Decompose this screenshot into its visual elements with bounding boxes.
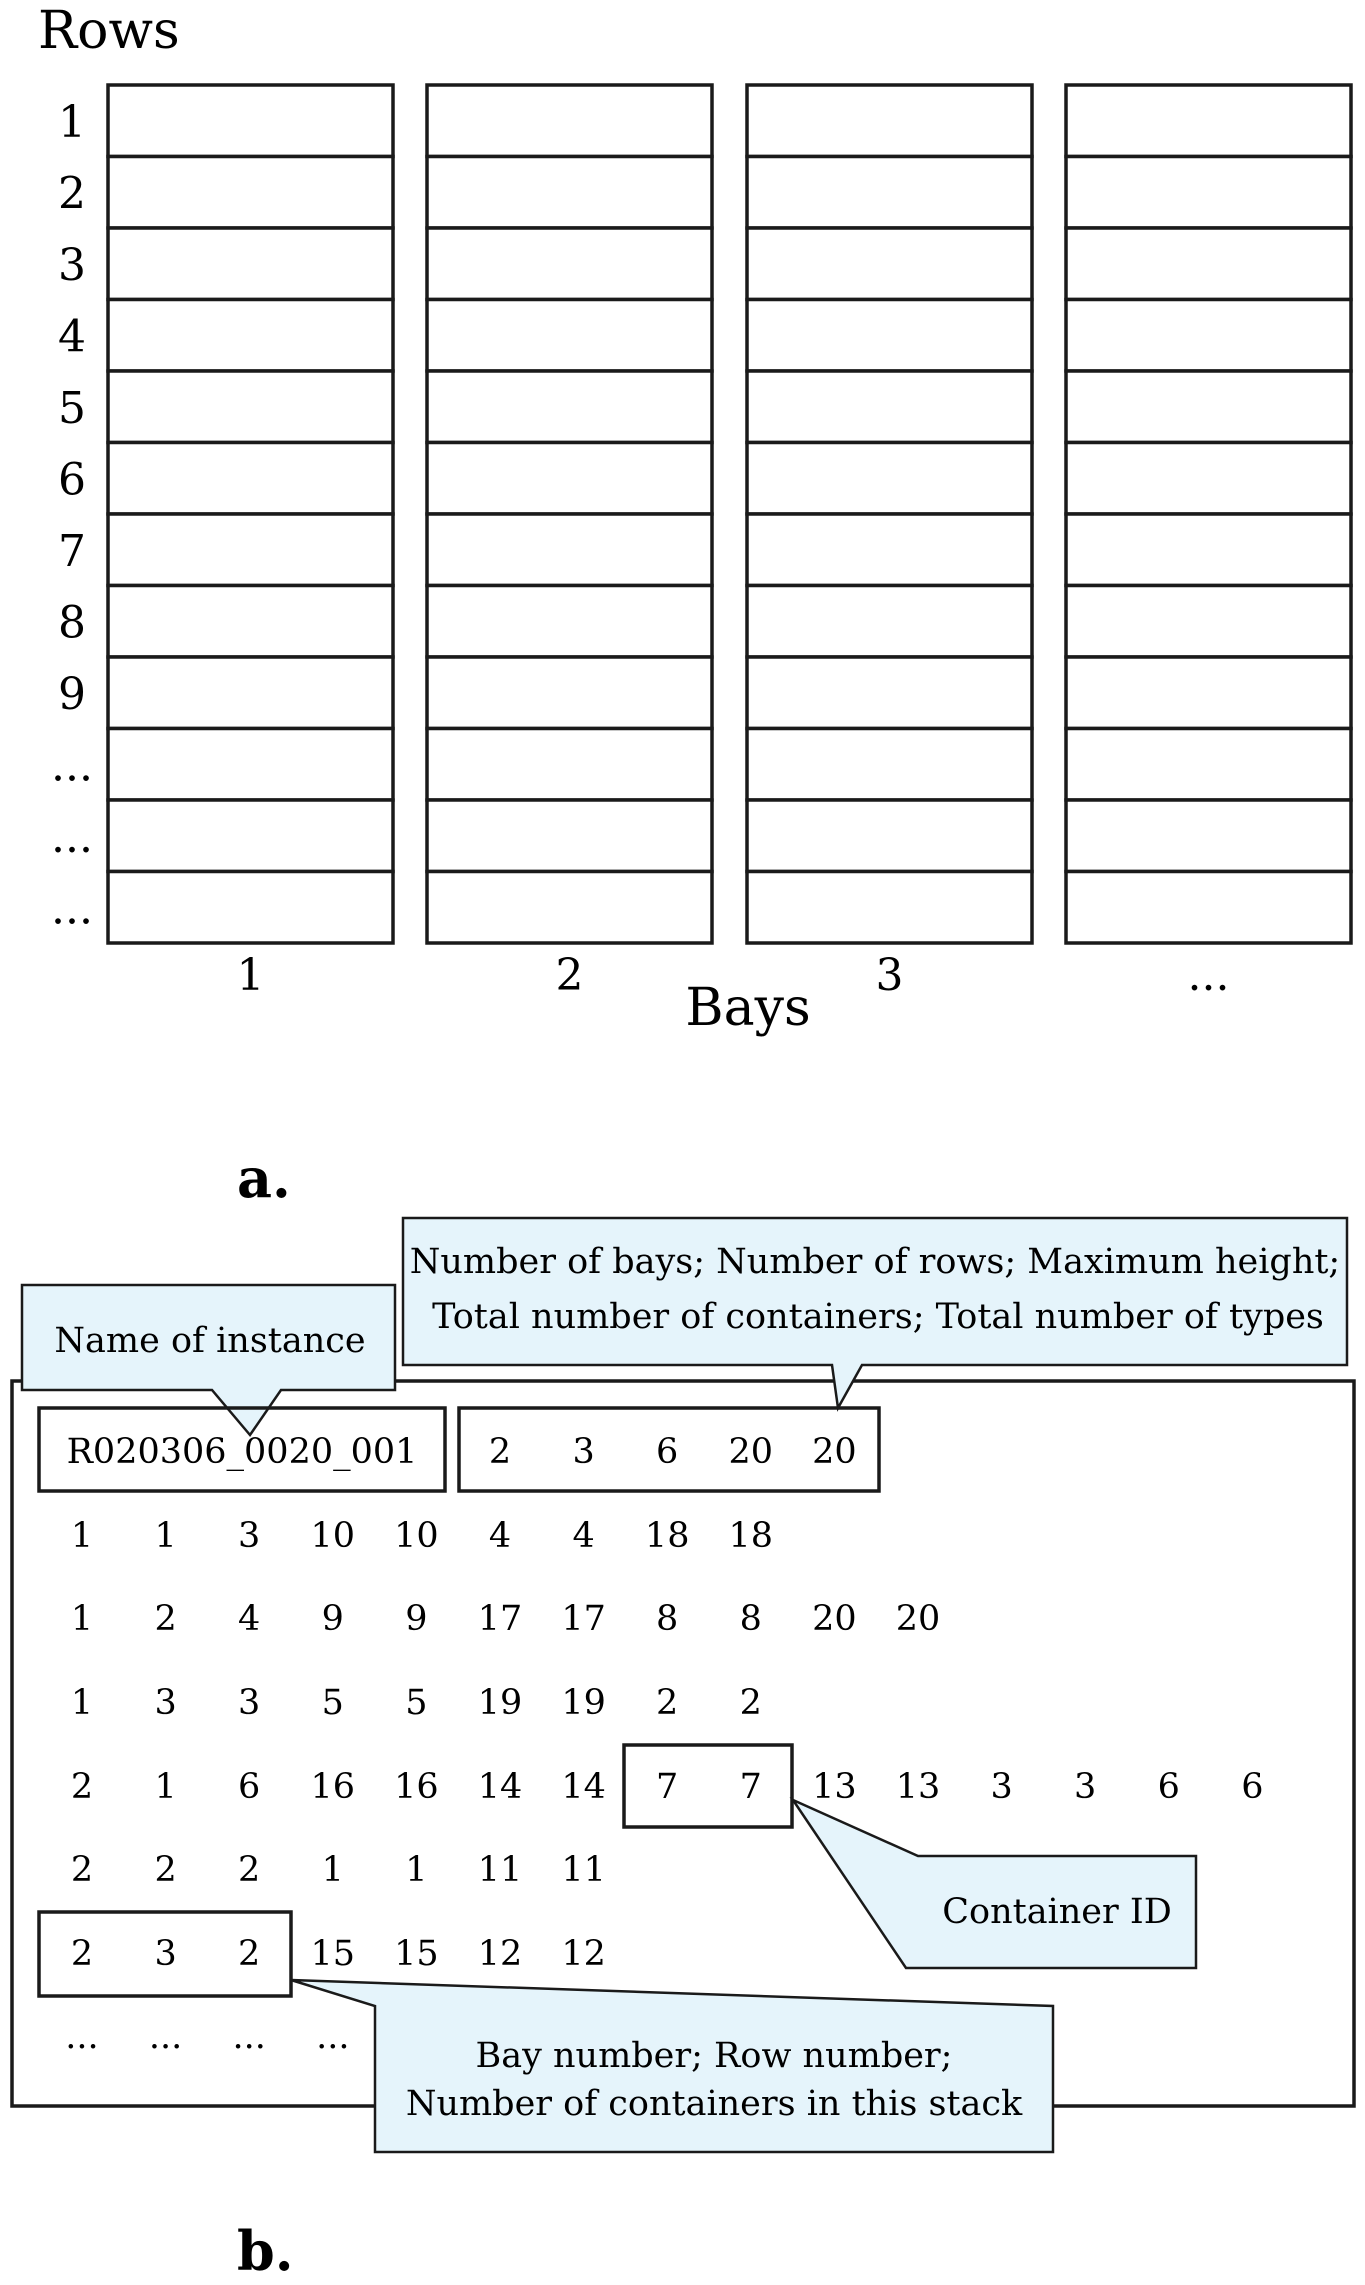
row-cell	[1066, 300, 1351, 372]
data-value: 18	[644, 1516, 690, 1556]
row-cell	[108, 300, 393, 372]
data-value: 15	[394, 1934, 439, 1974]
data-value: 4	[488, 1516, 512, 1556]
data-value: 3	[990, 1767, 1013, 1807]
data-value: ...	[148, 2017, 183, 2057]
data-value: 3	[1074, 1767, 1097, 1807]
data-value: 1	[70, 1683, 94, 1723]
rows-axis-title: Rows	[38, 1, 180, 61]
row-cell	[1066, 443, 1351, 515]
row-cell	[1066, 586, 1351, 658]
data-value: 2	[154, 1599, 177, 1639]
row-cell	[747, 514, 1032, 586]
row-cell	[108, 228, 393, 300]
data-value: 19	[561, 1683, 606, 1723]
data-value: 6	[1241, 1767, 1264, 1807]
row-cell	[747, 657, 1032, 729]
data-value: 14	[477, 1767, 523, 1807]
data-value: 13	[812, 1767, 857, 1807]
header-value: 2	[488, 1432, 512, 1472]
row-cell	[1066, 800, 1351, 872]
data-value: 2	[238, 1850, 261, 1890]
instance-name: R020306_0020_001	[66, 1432, 418, 1472]
container-id-callout	[793, 1800, 1196, 1968]
row-cell	[427, 85, 712, 157]
row-label: 9	[58, 668, 86, 720]
row-cell	[108, 514, 393, 586]
bay-grid	[108, 85, 1351, 943]
data-value: 2	[70, 1934, 94, 1974]
data-value: 17	[477, 1599, 523, 1639]
data-value: 3	[154, 1683, 177, 1723]
data-value: 12	[561, 1934, 606, 1974]
data-row	[65, 2017, 349, 2057]
row-labels	[51, 97, 93, 935]
row-cell	[747, 371, 1032, 443]
bay-label: 3	[875, 950, 904, 1001]
row-cell	[108, 657, 393, 729]
panel-a-label: a.	[237, 1146, 291, 1210]
data-value: 19	[477, 1683, 523, 1723]
row-cell	[108, 443, 393, 515]
data-value: 20	[895, 1599, 941, 1639]
data-value: 15	[310, 1934, 356, 1974]
data-value: 10	[394, 1516, 439, 1556]
header-value: 20	[728, 1432, 774, 1472]
data-row	[71, 1516, 773, 1556]
row-cell	[427, 514, 712, 586]
data-row	[71, 1934, 606, 1974]
data-value: 6	[238, 1767, 261, 1807]
data-value: 3	[238, 1516, 261, 1556]
data-value: 17	[561, 1599, 606, 1639]
row-cell	[427, 443, 712, 515]
stack-callout-line1: Bay number; Row number;	[475, 2036, 953, 2076]
data-value: 14	[561, 1767, 606, 1807]
data-value: 8	[656, 1599, 679, 1639]
container-id-box	[624, 1745, 792, 1827]
row-cell	[747, 872, 1032, 944]
data-value: 2	[656, 1683, 679, 1723]
row-cell	[427, 300, 712, 372]
panel-b	[12, 1218, 1354, 2283]
data-value: 1	[154, 1767, 177, 1807]
row-cell	[1066, 157, 1351, 229]
row-label: 1	[58, 96, 86, 148]
row-label: 4	[58, 311, 86, 363]
row-cell	[108, 800, 393, 872]
data-value: 5	[321, 1683, 344, 1723]
header-callout-line2: Total number of containers; Total number of types	[432, 1297, 1324, 1337]
data-value: 8	[739, 1599, 762, 1639]
data-value: 1	[70, 1599, 94, 1639]
row-cell	[747, 800, 1032, 872]
data-value: ...	[316, 2017, 350, 2057]
data-value: 12	[477, 1934, 523, 1974]
panel-b-label: b.	[237, 2219, 294, 2283]
stack-callout-line2: Number of containers in this stack	[405, 2084, 1023, 2124]
row-cell	[1066, 657, 1351, 729]
row-cell	[1066, 371, 1351, 443]
bay-label: 1	[236, 950, 265, 1001]
row-cell	[1066, 514, 1351, 586]
data-row	[71, 1767, 1264, 1807]
data-value: 11	[561, 1850, 606, 1890]
row-cell	[427, 729, 712, 801]
header-value: 6	[656, 1432, 679, 1472]
row-cell	[108, 729, 393, 801]
bay-label: ...	[1187, 950, 1230, 1001]
data-value: 5	[405, 1683, 428, 1723]
data-value: 3	[238, 1683, 261, 1723]
row-cell	[747, 85, 1032, 157]
row-cell	[1066, 729, 1351, 801]
row-label: 7	[58, 525, 86, 577]
bays-axis-title: Bays	[685, 978, 811, 1038]
row-cell	[747, 443, 1032, 515]
row-cell	[108, 157, 393, 229]
row-cell	[427, 157, 712, 229]
row-cell	[747, 157, 1032, 229]
row-cell	[427, 371, 712, 443]
data-value: 4	[238, 1599, 261, 1639]
data-value: 2	[238, 1934, 261, 1974]
data-value: 2	[154, 1850, 177, 1890]
instance-name-callout-text: Name of instance	[54, 1321, 366, 1361]
row-cell	[108, 586, 393, 658]
row-cell	[1066, 85, 1351, 157]
data-value: ...	[232, 2017, 266, 2057]
panel-a	[38, 1, 1351, 1210]
row-cell	[747, 228, 1032, 300]
data-row	[71, 1683, 762, 1723]
row-cell	[108, 371, 393, 443]
data-row	[71, 1599, 940, 1639]
data-value: 9	[321, 1599, 344, 1639]
row-cell	[427, 872, 712, 944]
data-value: 6	[1157, 1767, 1180, 1807]
row-cell	[427, 800, 712, 872]
row-label: ...	[51, 811, 93, 863]
row-label: 5	[58, 382, 86, 434]
data-value: 13	[895, 1767, 941, 1807]
data-value: 10	[310, 1516, 356, 1556]
bay-label: 2	[555, 950, 584, 1001]
data-value: 16	[394, 1767, 439, 1807]
data-value: 7	[656, 1767, 679, 1807]
data-rows	[65, 1516, 1263, 2057]
row-cell	[1066, 228, 1351, 300]
data-value: 2	[70, 1767, 94, 1807]
row-label: ...	[51, 740, 93, 792]
bay-column	[1066, 85, 1351, 943]
data-value: 1	[70, 1516, 94, 1556]
row-cell	[427, 586, 712, 658]
row-cell	[108, 85, 393, 157]
data-value: 1	[321, 1850, 344, 1890]
header-value: 20	[812, 1432, 857, 1472]
row-cell	[1066, 872, 1351, 944]
data-value: 16	[310, 1767, 356, 1807]
row-label: 6	[58, 454, 86, 506]
row-cell	[747, 586, 1032, 658]
data-value: 18	[728, 1516, 774, 1556]
bay-column	[108, 85, 393, 943]
data-value: 4	[572, 1516, 595, 1556]
bay-column	[747, 85, 1032, 943]
row-cell	[427, 657, 712, 729]
row-label: 3	[58, 239, 86, 291]
bay-column	[427, 85, 712, 943]
data-value: 9	[405, 1599, 428, 1639]
data-value: ...	[65, 2017, 99, 2057]
data-value: 2	[739, 1683, 762, 1723]
data-value: 1	[405, 1850, 428, 1890]
data-value: 20	[812, 1599, 857, 1639]
header-value: 3	[572, 1432, 595, 1472]
data-value: 3	[154, 1934, 177, 1974]
data-value: 2	[70, 1850, 94, 1890]
row-cell	[747, 300, 1032, 372]
data-value: 1	[154, 1516, 177, 1556]
data-row	[71, 1850, 606, 1890]
row-cell	[747, 729, 1032, 801]
header-values	[489, 1432, 857, 1472]
row-label: 2	[58, 168, 86, 220]
row-label: 8	[58, 597, 86, 649]
data-value: 7	[739, 1767, 762, 1807]
row-cell	[427, 228, 712, 300]
row-label: ...	[51, 883, 93, 935]
data-value: 11	[477, 1850, 523, 1890]
container-id-callout-text: Container ID	[942, 1892, 1172, 1932]
row-cell	[108, 872, 393, 944]
header-callout-line1: Number of bays; Number of rows; Maximum height;	[409, 1242, 1341, 1282]
